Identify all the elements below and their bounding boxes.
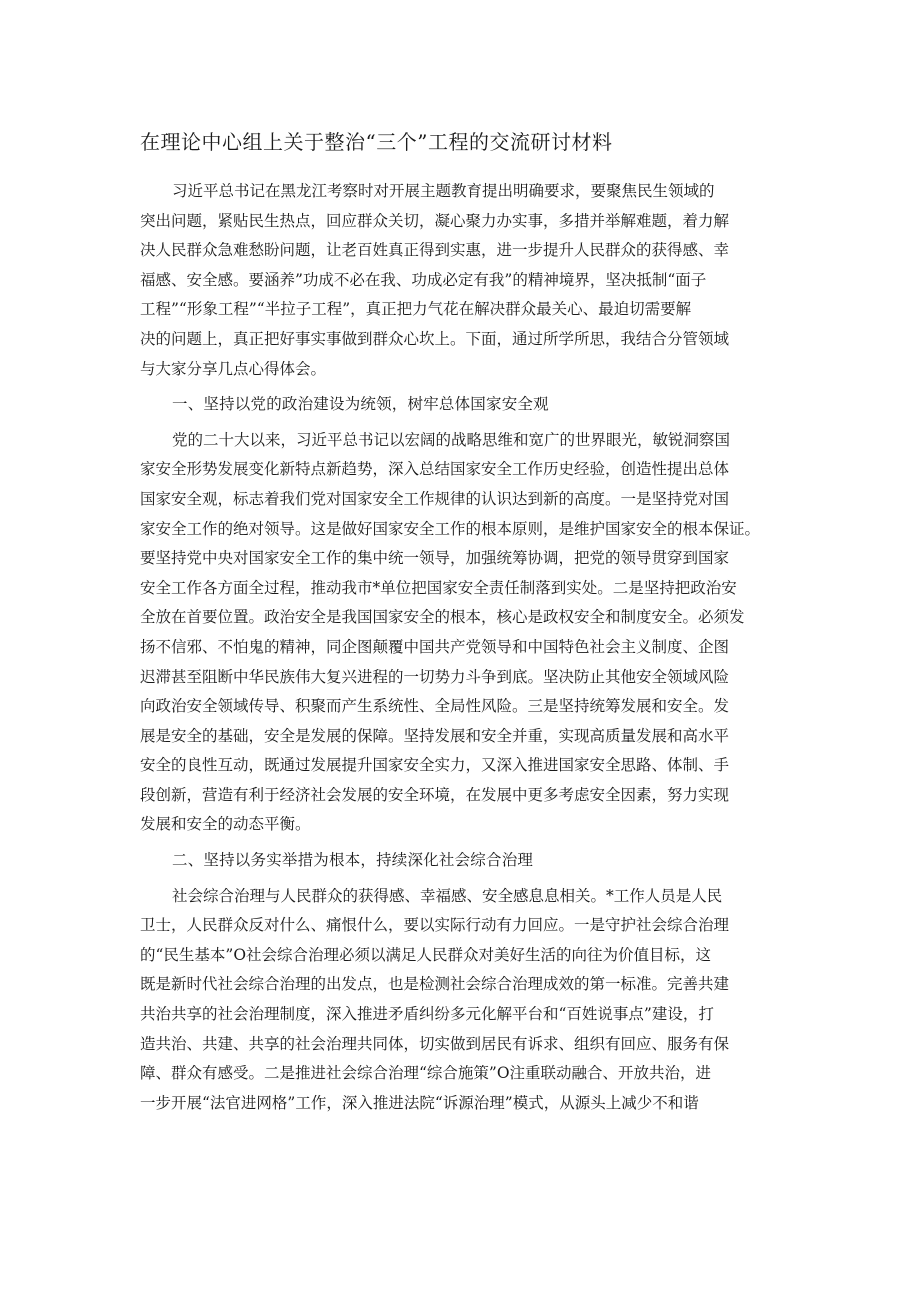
text-line: 福感、安全感。要涵养”功成不必在我、功成必定有我”的精神境界，坚决抵制“面子 xyxy=(140,270,707,289)
text-line: 党的二十大以来，习近平总书记以宏阔的战略思维和宽广的世界眼光，敏锐洞察国 xyxy=(172,430,731,449)
text-line: 迟滞甚至阻断中华民族伟大复兴进程的一切势力斗争到底。坚决防止其他安全领域风险 xyxy=(140,667,730,686)
text-line: 一步开展“法官进网格”工作，深入推进法院“诉源治理”模式，从源头上减少不和谐 xyxy=(140,1093,699,1112)
text-line: 安全的良性互动，既通过发展提升国家安全实力，又深入推进国家安全思路、体制、手 xyxy=(140,756,730,775)
section-heading-1: 一、坚持以党的政治建设为统领，树牢总体国家安全观 xyxy=(172,395,549,414)
text-line: 家安全形势发展变化新特点新趋势，深入总结国家安全工作历史经验，创造性提出总体 xyxy=(140,460,730,479)
text-line: 全放在首要位置。政治安全是我国国家安全的根本，核心是政权安全和制度安全。必须发 xyxy=(140,608,745,627)
text-line: 突出问题，紧贴民生热点，回应群众关切，凝心聚力办实事，多措并举解难题，着力解 xyxy=(140,211,730,230)
text-line: 决人民群众急难愁盼问题，让老百姓真正得到实惠，进一步提升人民群众的获得感、幸 xyxy=(140,241,730,260)
document-title: 在理论中心组上关于整治“三个”工程的交流研讨材料 xyxy=(140,130,613,154)
text-line: 向政治安全领域传导、积聚而产生系统性、全局性风险。三是坚持统筹发展和安全。发 xyxy=(140,697,730,716)
text-line: 决的问题上，真正把好事实事做到群众心坎上。下面，通过所学所思，我结合分管领域 xyxy=(140,329,730,348)
text-line: 习近平总书记在黑龙江考察时对开展主题教育提出明确要求，要聚焦民生领域的 xyxy=(172,182,715,200)
text-line: 段创新，营造有利于经济社会发展的安全环境，在发展中更多考虑安全因素，努力实现 xyxy=(140,785,730,804)
text-line: 造共治、共建、共享的社会治理共同体，切实做到居民有诉求、组织有回应、服务有保 xyxy=(140,1034,730,1053)
text-line: 的“民生基本”O社会综合治理必须以满足人民群众对美好生活的向往为价值目标，这 xyxy=(140,945,712,964)
document-body xyxy=(140,177,794,1118)
text-line: 与大家分享几点心得体会。 xyxy=(140,359,327,378)
text-line: 家安全工作的绝对领导。这是做好国家安全工作的根本原则，是维护国家安全的根本保证。 xyxy=(140,519,761,538)
section-2-paragraph xyxy=(140,882,794,1119)
text-line: 安全工作各方面全过程，推动我市*单位把国家安全责任制落到实处。二是坚持把政治安 xyxy=(140,578,737,597)
text-line: 展是安全的基础，安全是发展的保障。坚持发展和安全并重，实现高质量发展和高水平 xyxy=(140,726,730,745)
intro-paragraph xyxy=(140,177,794,384)
text-line: 共治共享的社会治理制度，深入推进矛盾纠纷多元化解平台和“百姓说事点”建设，打 xyxy=(140,1005,714,1024)
text-line: 发展和安全的动态平衡。 xyxy=(140,815,311,834)
section-heading-2: 二、坚持以务实举措为根本，持续深化社会综合治理 xyxy=(172,851,534,870)
text-line: 社会综合治理与人民群众的获得感、幸福感、安全感息息相关。*工作人员是人民 xyxy=(172,886,723,905)
text-line: 要坚持党中央对国家安全工作的集中统一领导，加强统筹协调，把党的领导贯穿到国家 xyxy=(140,549,730,568)
text-line: 卫士，人民群众反对什么、痛恨什么，要以实际行动有力回应。一是守护社会综合治理 xyxy=(140,916,730,935)
text-line: 扬不信邪、不怕鬼的精神，同企图颠覆中国共产党领导和中国特色社会主义制度、企图 xyxy=(140,637,730,656)
text-line: 工程”“形象工程”“半拉子工程”，真正把力气花在解决群众最关心、最迫切需要解 xyxy=(140,300,692,319)
text-line: 障、群众有感受。二是推进社会综合治理“综合施策”O注重联动融合、开放共治，进 xyxy=(140,1064,712,1083)
text-line: 既是新时代社会综合治理的出发点，也是检测社会综合治理成效的第一标准。完善共建 xyxy=(140,975,730,994)
section-1-paragraph xyxy=(140,426,794,840)
text-line: 国家安全观，标志着我们党对国家安全工作规律的认识达到新的高度。一是坚持党对国 xyxy=(140,489,730,508)
